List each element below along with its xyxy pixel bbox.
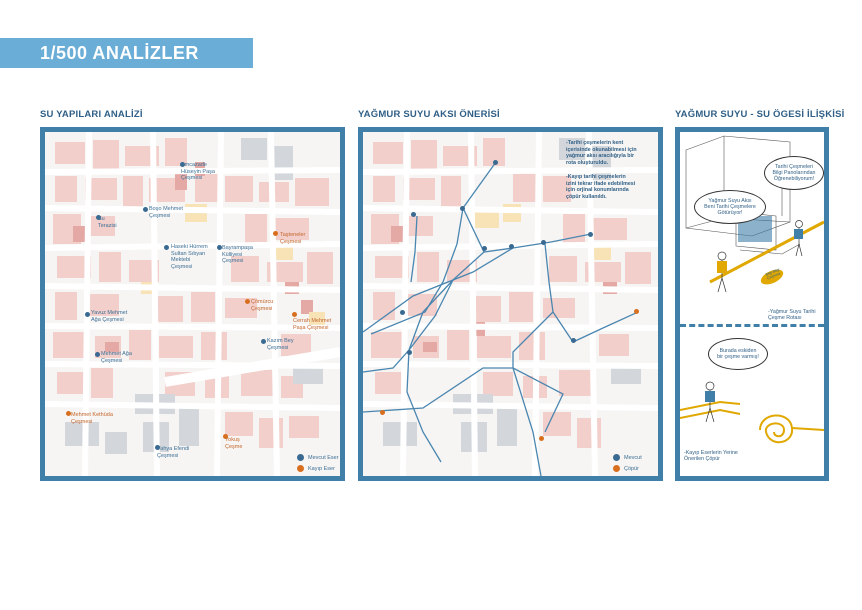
- fountain-label: Yahya Efendi Çeşmesi: [157, 446, 190, 459]
- speech-bubble-lost: Burada eskiden bir çeşme varmış!: [708, 338, 768, 370]
- fountain-label: Yavuz Mehmet Ağa Çeşmesi: [91, 310, 128, 323]
- header-banner: [0, 38, 253, 68]
- speech-bubble-info: Tarihi Çeşmeleri Bilgi Panolarından Öğrenebiliyorum!: [764, 156, 824, 190]
- copur-note: -Kayıp tarihi çeşmelerin izini tekrar ifade edebilmesi için orjinal konumlarında çöpür kullanıldı.: [566, 174, 636, 200]
- fountain-label: Haseki Hürrem Sultan Sıbyan Mektebi Çeşmesi: [171, 244, 208, 270]
- caption-route: -Yağmur Suyu Tarihi Çeşme Rotası: [768, 309, 816, 322]
- route-node[interactable]: [482, 246, 487, 251]
- fountain-marker[interactable]: [95, 352, 100, 357]
- copur-marker[interactable]: [539, 436, 544, 441]
- legend-swatch: [613, 454, 620, 461]
- fountain-label: Çömürcu Çeşmesi: [251, 299, 274, 312]
- route-node[interactable]: [493, 160, 498, 165]
- route-node[interactable]: [541, 240, 546, 245]
- caption-copur: -Kayıp Eserlerin Yerine Önerilen Çöpür: [684, 450, 738, 463]
- route-node[interactable]: [407, 350, 412, 355]
- legend-item-lost: Kayıp Eser: [297, 465, 335, 472]
- relation-panel: [675, 127, 829, 481]
- fountain-marker[interactable]: [164, 245, 169, 250]
- route-node[interactable]: [460, 206, 465, 211]
- lost-fountain-marker[interactable]: [245, 299, 250, 304]
- route-node[interactable]: [571, 338, 576, 343]
- route-node[interactable]: [411, 212, 416, 217]
- legend-item-existing: Mevcut Eser: [297, 454, 339, 461]
- page-title: 1/500 ANALİZLER: [40, 43, 199, 63]
- fountain-label: Mehmet Kethüda Çeşmesi: [71, 412, 113, 425]
- route-note: -Tarihi çeşmelerin kent içerisinde okunabilmesi için yağmur aksı aracılığıyla bir rota oluşturuldu.: [566, 140, 637, 166]
- fountain-marker[interactable]: [143, 207, 148, 212]
- fountain-label: Taşteneler Çeşmesi: [280, 232, 306, 245]
- copur-marker[interactable]: [634, 309, 639, 314]
- route-node[interactable]: [509, 244, 514, 249]
- speech-bubble-route: Yağmur Suyu Aksı Beni Tarihi Çeşmelere Götürüyor!: [694, 190, 766, 224]
- legend-swatch: [297, 454, 304, 461]
- fountain-marker[interactable]: [261, 339, 266, 344]
- map-panel-water-structures: [40, 127, 345, 481]
- route-node[interactable]: [400, 310, 405, 315]
- lost-fountain-marker[interactable]: [273, 231, 278, 236]
- fountain-label: Boşo Mehmet Çeşmesi: [149, 206, 183, 219]
- fountain-label: Yokuş Çeşme: [225, 437, 243, 450]
- fountain-badge: Bilgi Bilgi Çeşmesi: [764, 267, 781, 281]
- legend-swatch: [297, 465, 304, 472]
- fountain-label: Kazım Bey Çeşmesi: [267, 338, 294, 351]
- section-title-relation: YAĞMUR SUYU - SU ÖGESİ İLİŞKİSİ: [675, 109, 845, 120]
- fountain-label: Mehmet Ağa Çeşmesi: [101, 351, 132, 364]
- fountain-label: Cerrah Mehmet Paşa Çeşmesi: [293, 318, 332, 331]
- copur-marker[interactable]: [380, 410, 385, 415]
- route-node[interactable]: [588, 232, 593, 237]
- section-title-water-structures: SU YAPILARI ANALİZİ: [40, 109, 143, 120]
- panel-divider: [680, 324, 824, 327]
- legend-item-copur: Çöpür: [613, 465, 639, 472]
- section-title-rain-axis: YAĞMUR SUYU AKSI ÖNERİSİ: [358, 109, 500, 120]
- map-panel-rain-axis: [358, 127, 663, 481]
- lost-fountain-marker[interactable]: [292, 312, 297, 317]
- legend-item-existing: Mevcut: [613, 454, 642, 461]
- fountain-label: Bayrampaşa Külliyesi Çeşmesi: [222, 245, 253, 265]
- fountain-label: Su Terazisi: [98, 216, 117, 229]
- fountain-marker[interactable]: [85, 312, 90, 317]
- fountain-label: Amcazade Hüseyin Paşa Çeşmesi: [181, 162, 215, 182]
- legend-swatch: [613, 465, 620, 472]
